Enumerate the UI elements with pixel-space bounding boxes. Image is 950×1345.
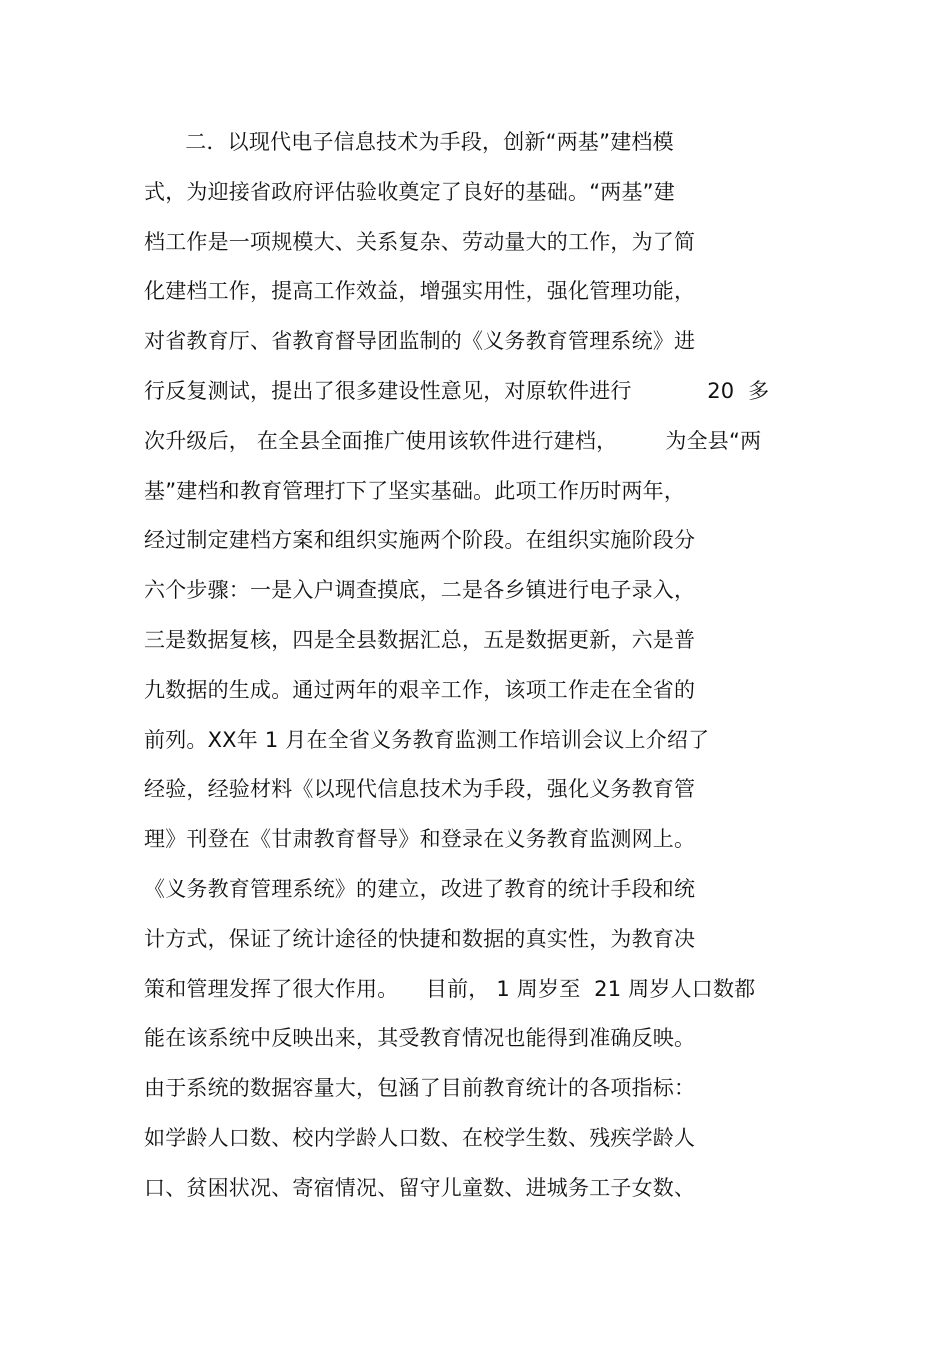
text-line: 《义务教育管理系统》的建立，改进了教育的统计手段和统 (144, 876, 696, 901)
text-line: 式，为迎接省政府评估验收奠定了良好的基础。“两基”建 (144, 179, 675, 204)
text-line: 档工作是一项规模大、关系复杂、劳动量大的工作，为了简 (144, 229, 696, 254)
text-line: 经过制定建档方案和组织实施两个阶段。在组织实施阶段分 (144, 528, 696, 553)
text-line: 口、贫困状况、寄宿情况、留守儿童数、进城务工子女数、 (144, 1175, 696, 1200)
text-line: 能在该系统中反映出来，其受教育情况也能得到准确反映。 (144, 1026, 696, 1051)
text-line: 计方式，保证了统计途径的快捷和数据的真实性，为教育决 (144, 926, 696, 951)
text-line: 三是数据复核，四是全县数据汇总，五是数据更新，六是普 (144, 627, 696, 652)
text-line: 策和管理发挥了很大作用。 目前， 1 周岁至 21 周岁人口数都 (144, 976, 756, 1001)
text-line: 六个步骤：一是入户调查摸底，二是各乡镇进行电子录入， (144, 578, 696, 603)
text-line: 次升级后， 在全县全面推广使用该软件进行建档， 为全县“两 (144, 428, 762, 453)
text-line: 行反复测试，提出了很多建设性意见，对原软件进行 20 多 (144, 378, 770, 403)
body-text (144, 118, 824, 1214)
text-line: 如学龄人口数、校内学龄人口数、在校学生数、残疾学龄人 (144, 1125, 696, 1150)
text-line: 二．以现代电子信息技术为手段，创新“两基”建档模 (144, 130, 674, 154)
text-line: 经验，经验材料《以现代信息技术为手段，强化义务教育管 (144, 777, 696, 802)
text-line: 前列。XX年 1 月在全省义务教育监测工作培训会议上介绍了 (144, 727, 710, 752)
text-line: 基”建档和教育管理打下了坚实基础。此项工作历时两年， (144, 478, 686, 503)
text-line: 由于系统的数据容量大，包涵了目前教育统计的各项指标： (144, 1076, 696, 1101)
text-line: 化建档工作，提高工作效益，增强实用性，强化管理功能， (144, 279, 696, 304)
text-line: 九数据的生成。通过两年的艰辛工作，该项工作走在全省的 (144, 677, 696, 702)
text-line: 理》刊登在《甘肃教育督导》和登录在义务教育监测网上。 (144, 827, 696, 852)
text-line: 对省教育厅、省教育督导团监制的《义务教育管理系统》进 (144, 329, 696, 354)
